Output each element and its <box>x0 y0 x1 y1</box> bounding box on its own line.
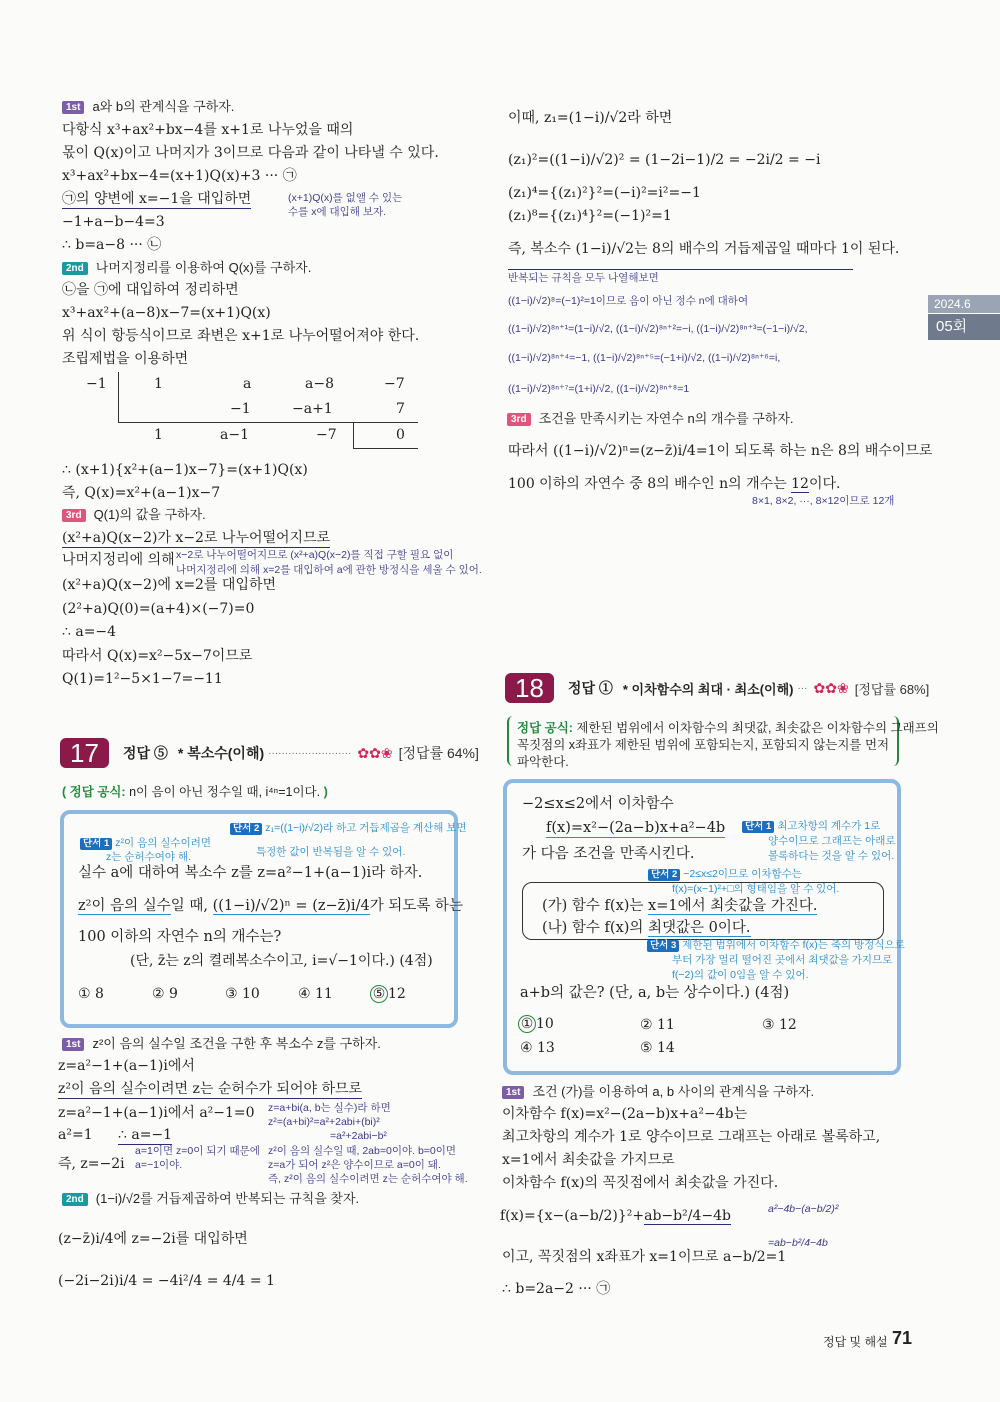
step-title: (1−i)/√2를 거듭제곱하여 반복되는 규칙을 찾자. <box>95 1191 360 1206</box>
text-line: 이차함수 f(x)의 꼭짓점에서 최솟값을 가진다. <box>502 1175 779 1191</box>
divider <box>508 269 853 270</box>
equation: 즉, Q(x)=x²+(a−1)x−7 <box>62 485 221 501</box>
text-line: ㉡을 ㉠에 대입하여 정리하면 <box>62 282 239 298</box>
equation: (z₁)⁸={(z₁)⁴}²=(−1)²=1 <box>508 208 672 224</box>
step-badge: 2nd <box>62 262 88 275</box>
equation: a²=1 <box>58 1127 93 1143</box>
underlined-text: x=1에서 최솟값을 가진다. <box>648 898 818 914</box>
step-badge: 1st <box>62 1038 84 1051</box>
choice-5-correct[interactable] <box>370 985 406 1003</box>
side-note: a²−4b−(a−b/2)² <box>768 1203 839 1215</box>
equation: 이고, 꼭짓점의 x좌표가 x=1이므로 a−b/2=1 <box>502 1249 787 1265</box>
equation: ∴ b=a−8 ··· ㉡ <box>62 237 162 253</box>
side-note: a=−1이야. <box>135 1159 183 1171</box>
cell: 1 <box>154 376 163 392</box>
clue-text: z²이 음의 실수이려면 <box>115 837 212 849</box>
condition-ga <box>542 897 817 915</box>
equation: x³+ax²+bx−4=(x+1)Q(x)+3 ··· ㉠ <box>62 168 297 184</box>
question-text: 가 다음 조건을 만족시킨다. <box>522 846 695 862</box>
choice-3[interactable]: ③ 10 <box>225 986 260 1002</box>
answer-label: 정답 ⑤ <box>122 745 168 761</box>
problem-17-header <box>60 738 479 768</box>
text: 가 되도록 하는 <box>369 898 463 914</box>
correct-rate: [정답률 68%] <box>854 681 930 697</box>
equation: (z₁)⁴={(z₁)²}²=(−i)²=i²=−1 <box>508 185 701 201</box>
clue-text: 제한된 범위에서 이차함수 f(x)는 축의 방정식으로 <box>682 939 905 951</box>
formula-text: 파악한다. <box>517 755 569 769</box>
choice-2[interactable]: ② 9 <box>152 986 178 1002</box>
remainder: 0 <box>396 427 405 443</box>
side-note: 나머지정리에 의해 x=2를 대입하여 a에 관한 방정식을 세울 수 있어. <box>176 564 482 576</box>
step-title: Q(1)의 값을 구하자. <box>93 507 206 522</box>
clue-text: z는 순허수여야 해. <box>106 851 192 863</box>
exam-date-tab: 2024.6 <box>928 295 1000 313</box>
cell: a <box>243 376 252 392</box>
step-heading <box>62 506 206 524</box>
text-line: 따라서 ((1−i)/√2)ⁿ=(z−z̄)i/4=1이 되도록 하는 n은 8의 배수이므로 <box>508 443 933 459</box>
clue-text: z₁=((1−i)/√2)라 하고 거듭제곱을 계산해 보면 <box>265 822 467 834</box>
text: (나) 함수 f(x)의 <box>542 920 649 936</box>
clue-1 <box>80 837 211 850</box>
cell: 7 <box>396 401 405 417</box>
problem-18-header <box>505 673 929 703</box>
page-number: 71 <box>892 1328 913 1348</box>
question-text <box>78 897 463 915</box>
clue-text: 양수이므로 그래프는 아래로 <box>768 835 896 847</box>
equation: ∴ b=2a−2 ··· ㉠ <box>502 1281 611 1297</box>
clue-2 <box>230 822 467 835</box>
equation: ∴ a=−1 <box>118 1127 173 1143</box>
question-equation: f(x)=x²−(2a−b)x+a²−4b <box>546 820 726 836</box>
cell: −7 <box>384 376 405 392</box>
problem-number: 18 <box>505 673 554 703</box>
side-note: 즉, z²이 음의 실수이려면 z는 순허수여야 해. <box>268 1173 468 1185</box>
clue-1 <box>742 820 880 833</box>
topic: * 복소수(이해) <box>177 745 265 761</box>
choice-3[interactable]: ③ 12 <box>762 1017 797 1033</box>
clue-text: −2≤x≤2이므로 이차함수는 <box>683 868 802 880</box>
text-line: 위 식이 항등식이므로 좌변은 x+1로 나누어떨어져야 한다. <box>62 328 420 344</box>
text-line: 최고차항의 계수가 1로 양수이므로 그래프는 아래로 볼록하고, <box>502 1129 881 1145</box>
text-line: 조립제법을 이용하면 <box>62 351 189 367</box>
step-title: a와 b의 관계식을 구하자. <box>92 99 235 114</box>
side-note: a=1이면 z=0이 되기 때문에 <box>135 1145 260 1157</box>
side-note: ((1−i)/√2)⁸ⁿ⁺⁷=(1+i)/√2, ((1−i)/√2)⁸ⁿ⁺⁸=1 <box>508 383 690 395</box>
synthetic-division <box>80 372 420 450</box>
formula-label: 정답 공식: <box>517 721 573 735</box>
question-text: 100 이하의 자연수 n의 개수는? <box>78 929 282 945</box>
step-badge: 1st <box>62 101 84 114</box>
text-line: z²이 음의 실수이려면 z는 순허수가 되어야 하므로 <box>58 1081 363 1097</box>
step-badge: 3rd <box>507 413 531 426</box>
clue-tag: 단서 1 <box>80 838 112 850</box>
correct-rate: [정답률 64%] <box>398 745 479 761</box>
side-note: 8×1, 8×2, ···, 8×12이므로 12개 <box>752 495 895 507</box>
equation: 즉, z=−2i <box>58 1156 125 1172</box>
text-line: 즉, 복소수 (1−i)/√2는 8의 배수의 거듭제곱일 때마다 1이 된다. <box>508 241 900 257</box>
choice-value: 10 <box>536 1016 554 1032</box>
clue-3 <box>647 939 905 952</box>
text-line: 몫이 Q(x)이고 나머지가 3이므로 다음과 같이 나타낼 수 있다. <box>62 145 439 161</box>
side-note: 반복되는 규칙을 모두 나열해보면 <box>508 272 659 284</box>
step-title: 조건 (가)를 이용하여 a, b 사이의 관계식을 구하자. <box>532 1084 815 1099</box>
underlined-text: z²이 음의 실수 <box>78 898 171 914</box>
side-note: ((1−i)/√2)⁸=(−1)²=1이므로 음이 아닌 정수 n에 대하여 <box>508 295 749 307</box>
step-heading <box>62 1035 381 1053</box>
side-note: (x+1)Q(x)를 없앨 수 있는 <box>288 192 403 204</box>
side-note: z=a+bi(a, b는 실수)라 하면 <box>268 1102 391 1114</box>
text: 일 때, <box>170 898 213 914</box>
side-note: ((1−i)/√2)⁸ⁿ⁺¹=(1−i)/√2, ((1−i)/√2)⁸ⁿ⁺²=−i, ((1−i)/√2)⁸ⁿ⁺³=(−1−i)/√2, <box>508 323 808 335</box>
exam-round-tab: 05회 <box>928 314 1000 340</box>
difficulty-stars-icon: ✿✿❀ <box>813 679 849 696</box>
side-note: x−2로 나누어떨어지므로 (x²+a)Q(x−2)를 직접 구할 필요 없이 <box>176 549 454 561</box>
choice-4[interactable]: ④ 13 <box>520 1040 555 1056</box>
equation: Q(1)=1²−5×1−7=−11 <box>62 671 223 687</box>
equation: (z₁)²=((1−i)/√2)² = (1−2i−1)/2 = −2i/2 = −i <box>508 152 821 168</box>
answer-formula: ( 정답 공식: n이 음이 아닌 정수일 때, i⁴ⁿ=1이다. ) <box>62 785 328 799</box>
clue-text: 볼록하다는 것을 알 수 있어. <box>768 850 895 862</box>
question-text: 실수 a에 대하여 복소수 z를 z=a²−1+(a−1)i라 하자. <box>78 865 423 881</box>
clue-text: 최고차항의 계수가 1로 <box>777 820 881 832</box>
question-condition: (단, z̄는 z의 켤레복소수이고, i=√−1이다.) (4점) <box>130 953 433 969</box>
equation: (2²+a)Q(0)=(a+4)×(−7)=0 <box>62 601 255 617</box>
side-note: z=a가 되어 z²은 양수이므로 a=0이 돼. <box>268 1159 441 1171</box>
underlined-text: 최댓값은 0이다. <box>648 920 751 936</box>
cell: a−1 <box>220 427 249 443</box>
clue-text: 특정한 값이 반복됨을 알 수 있어. <box>256 846 406 858</box>
step-heading <box>62 1190 359 1208</box>
choice-4[interactable]: ④ 11 <box>298 986 333 1002</box>
equation: ∴ a=−4 <box>62 624 117 640</box>
choice-2[interactable]: ② 11 <box>640 1017 675 1033</box>
answer-circle-icon: ⑤ <box>370 985 388 1003</box>
divisor: −1 <box>86 376 107 392</box>
text-line <box>508 475 840 493</box>
underlined-equation: ab−b²/4−4b <box>644 1208 731 1224</box>
leader-dots: ··· <box>797 682 808 694</box>
step-badge: 2nd <box>62 1193 88 1206</box>
answer-value: 12 <box>791 476 809 492</box>
choice-5[interactable]: ⑤ 14 <box>640 1040 675 1056</box>
equation: ∴ (x+1){x²+(a−1)x−7}=(x+1)Q(x) <box>62 462 308 478</box>
equation: 이차함수 f(x)=x²−(2a−b)x+a²−4b는 <box>502 1106 748 1122</box>
step-heading <box>507 410 794 428</box>
step-title: 나머지정리를 이용하여 Q(x)를 구하자. <box>95 260 312 275</box>
choice-value: 12 <box>388 986 406 1002</box>
side-note: z²=(a+bi)²=a²+2abi+(bi)² <box>268 1116 380 1128</box>
step-heading <box>502 1083 814 1101</box>
formula-text: 제한된 범위에서 이차함수의 최댓값, 최솟값은 이차함수의 그래프의 <box>576 721 939 735</box>
question-text: −2≤x≤2에서 이차함수 <box>522 796 674 812</box>
step-badge: 3rd <box>62 509 86 522</box>
text-line: 다항식 x³+ax²+bx−4를 x+1로 나누었을 때의 <box>62 122 354 138</box>
equation: z=a²−1+(a−1)i에서 a²−1=0 <box>58 1105 255 1121</box>
answer-circle-icon: ① <box>518 1015 536 1033</box>
step-heading <box>62 259 311 277</box>
text-line: 나머지정리에 의해 <box>62 552 175 568</box>
answer-formula <box>517 718 939 736</box>
topic: * 이차함수의 최대 · 최소(이해) <box>622 681 794 697</box>
side-note: z²이 음의 실수일 때, 2ab=0이야. b=0이면 <box>268 1145 457 1157</box>
clue-text: f(x)=(x−1)²+□의 형태임을 알 수 있어. <box>672 883 840 895</box>
text: 이다. <box>808 476 841 492</box>
equation: z=a²−1+(a−1)i에서 <box>58 1058 195 1074</box>
leader-dots: ························· <box>268 747 352 759</box>
text: (가) 함수 f(x)는 <box>542 898 649 914</box>
cell: −a+1 <box>292 401 333 417</box>
text-line: ㉠의 양변에 x=−1을 대입하면 <box>62 191 252 207</box>
underlined-equation: ((1−i)/√2)ⁿ = (z−z̄)i/4 <box>212 898 370 914</box>
side-note: =a²+2abi−b² <box>330 1130 387 1142</box>
choice-1-correct[interactable] <box>518 1015 554 1033</box>
text: 100 이하의 자연수 중 8의 배수인 n의 개수는 <box>508 476 792 492</box>
equation: 이때, z₁=(1−i)/√2라 하면 <box>508 110 673 126</box>
text-line: (x²+a)Q(x−2)에 x=2를 대입하면 <box>62 577 277 593</box>
equation: −1+a−b−4=3 <box>62 214 165 230</box>
clue-2 <box>648 868 802 881</box>
clue-text: f(−2)의 값이 0임을 알 수 있어. <box>672 969 809 981</box>
side-note: =ab−b²/4−4b <box>768 1237 828 1249</box>
step-title: z²이 음의 실수일 조건을 구한 후 복소수 z를 구하자. <box>92 1036 381 1051</box>
clue-text: 부터 가장 멀리 떨어진 곳에서 최댓값을 가지므로 <box>672 954 893 966</box>
choice-1[interactable]: ① 8 <box>78 986 104 1002</box>
problem-number: 17 <box>60 738 109 768</box>
condition-na <box>542 919 751 937</box>
step-badge: 1st <box>502 1086 524 1099</box>
clue-tag: 단서 1 <box>742 821 774 833</box>
equation <box>500 1207 731 1225</box>
formula-text: 꼭짓점의 x좌표가 제한된 범위에 포함되는지, 포함되지 않는지를 먼저 <box>517 738 890 752</box>
equation: (−2i−2i)i/4 = −4i²/4 = 4/4 = 1 <box>58 1273 275 1289</box>
clue-tag: 단서 2 <box>648 869 680 881</box>
equation: x³+ax²+(a−8)x−7=(x+1)Q(x) <box>62 305 271 321</box>
clue-tag: 단서 2 <box>230 823 262 835</box>
equation: (z−z̄)i/4에 z=−2i를 대입하면 <box>58 1231 248 1247</box>
side-note: 수를 x에 대입해 보자. <box>288 206 387 218</box>
difficulty-stars-icon: ✿✿❀ <box>357 744 393 761</box>
cell: −7 <box>316 427 337 443</box>
question-text: a+b의 값은? (단, a, b는 상수이다.) (4점) <box>520 985 790 1001</box>
clue-tag: 단서 3 <box>647 940 679 952</box>
text-line: (x²+a)Q(x−2)가 x−2로 나누어떨어지므로 <box>62 530 331 546</box>
cell: 1 <box>154 427 163 443</box>
footer-label: 정답 및 해설 <box>823 1335 888 1349</box>
cell: a−8 <box>305 376 334 392</box>
text-line: x=1에서 최솟값을 가지므로 <box>502 1152 675 1168</box>
step-heading <box>62 98 234 116</box>
text: f(x)={x−(a−b/2)}²+ <box>500 1208 645 1224</box>
step-title: 조건을 만족시키는 자연수 n의 개수를 구하자. <box>538 411 794 426</box>
formula-text: n이 음이 아닌 정수일 때, i⁴ⁿ=1이다. <box>129 785 321 799</box>
cell: −1 <box>230 401 251 417</box>
side-note: ((1−i)/√2)⁸ⁿ⁺⁴=−1, ((1−i)/√2)⁸ⁿ⁺⁵=(−1+i)/√2, ((1−i)/√2)⁸ⁿ⁺⁶=i, <box>508 352 781 364</box>
answer-label: 정답 ① <box>567 680 613 696</box>
formula-label: 정답 공식: <box>69 785 126 799</box>
text-line: 따라서 Q(x)=x²−5x−7이므로 <box>62 648 253 664</box>
